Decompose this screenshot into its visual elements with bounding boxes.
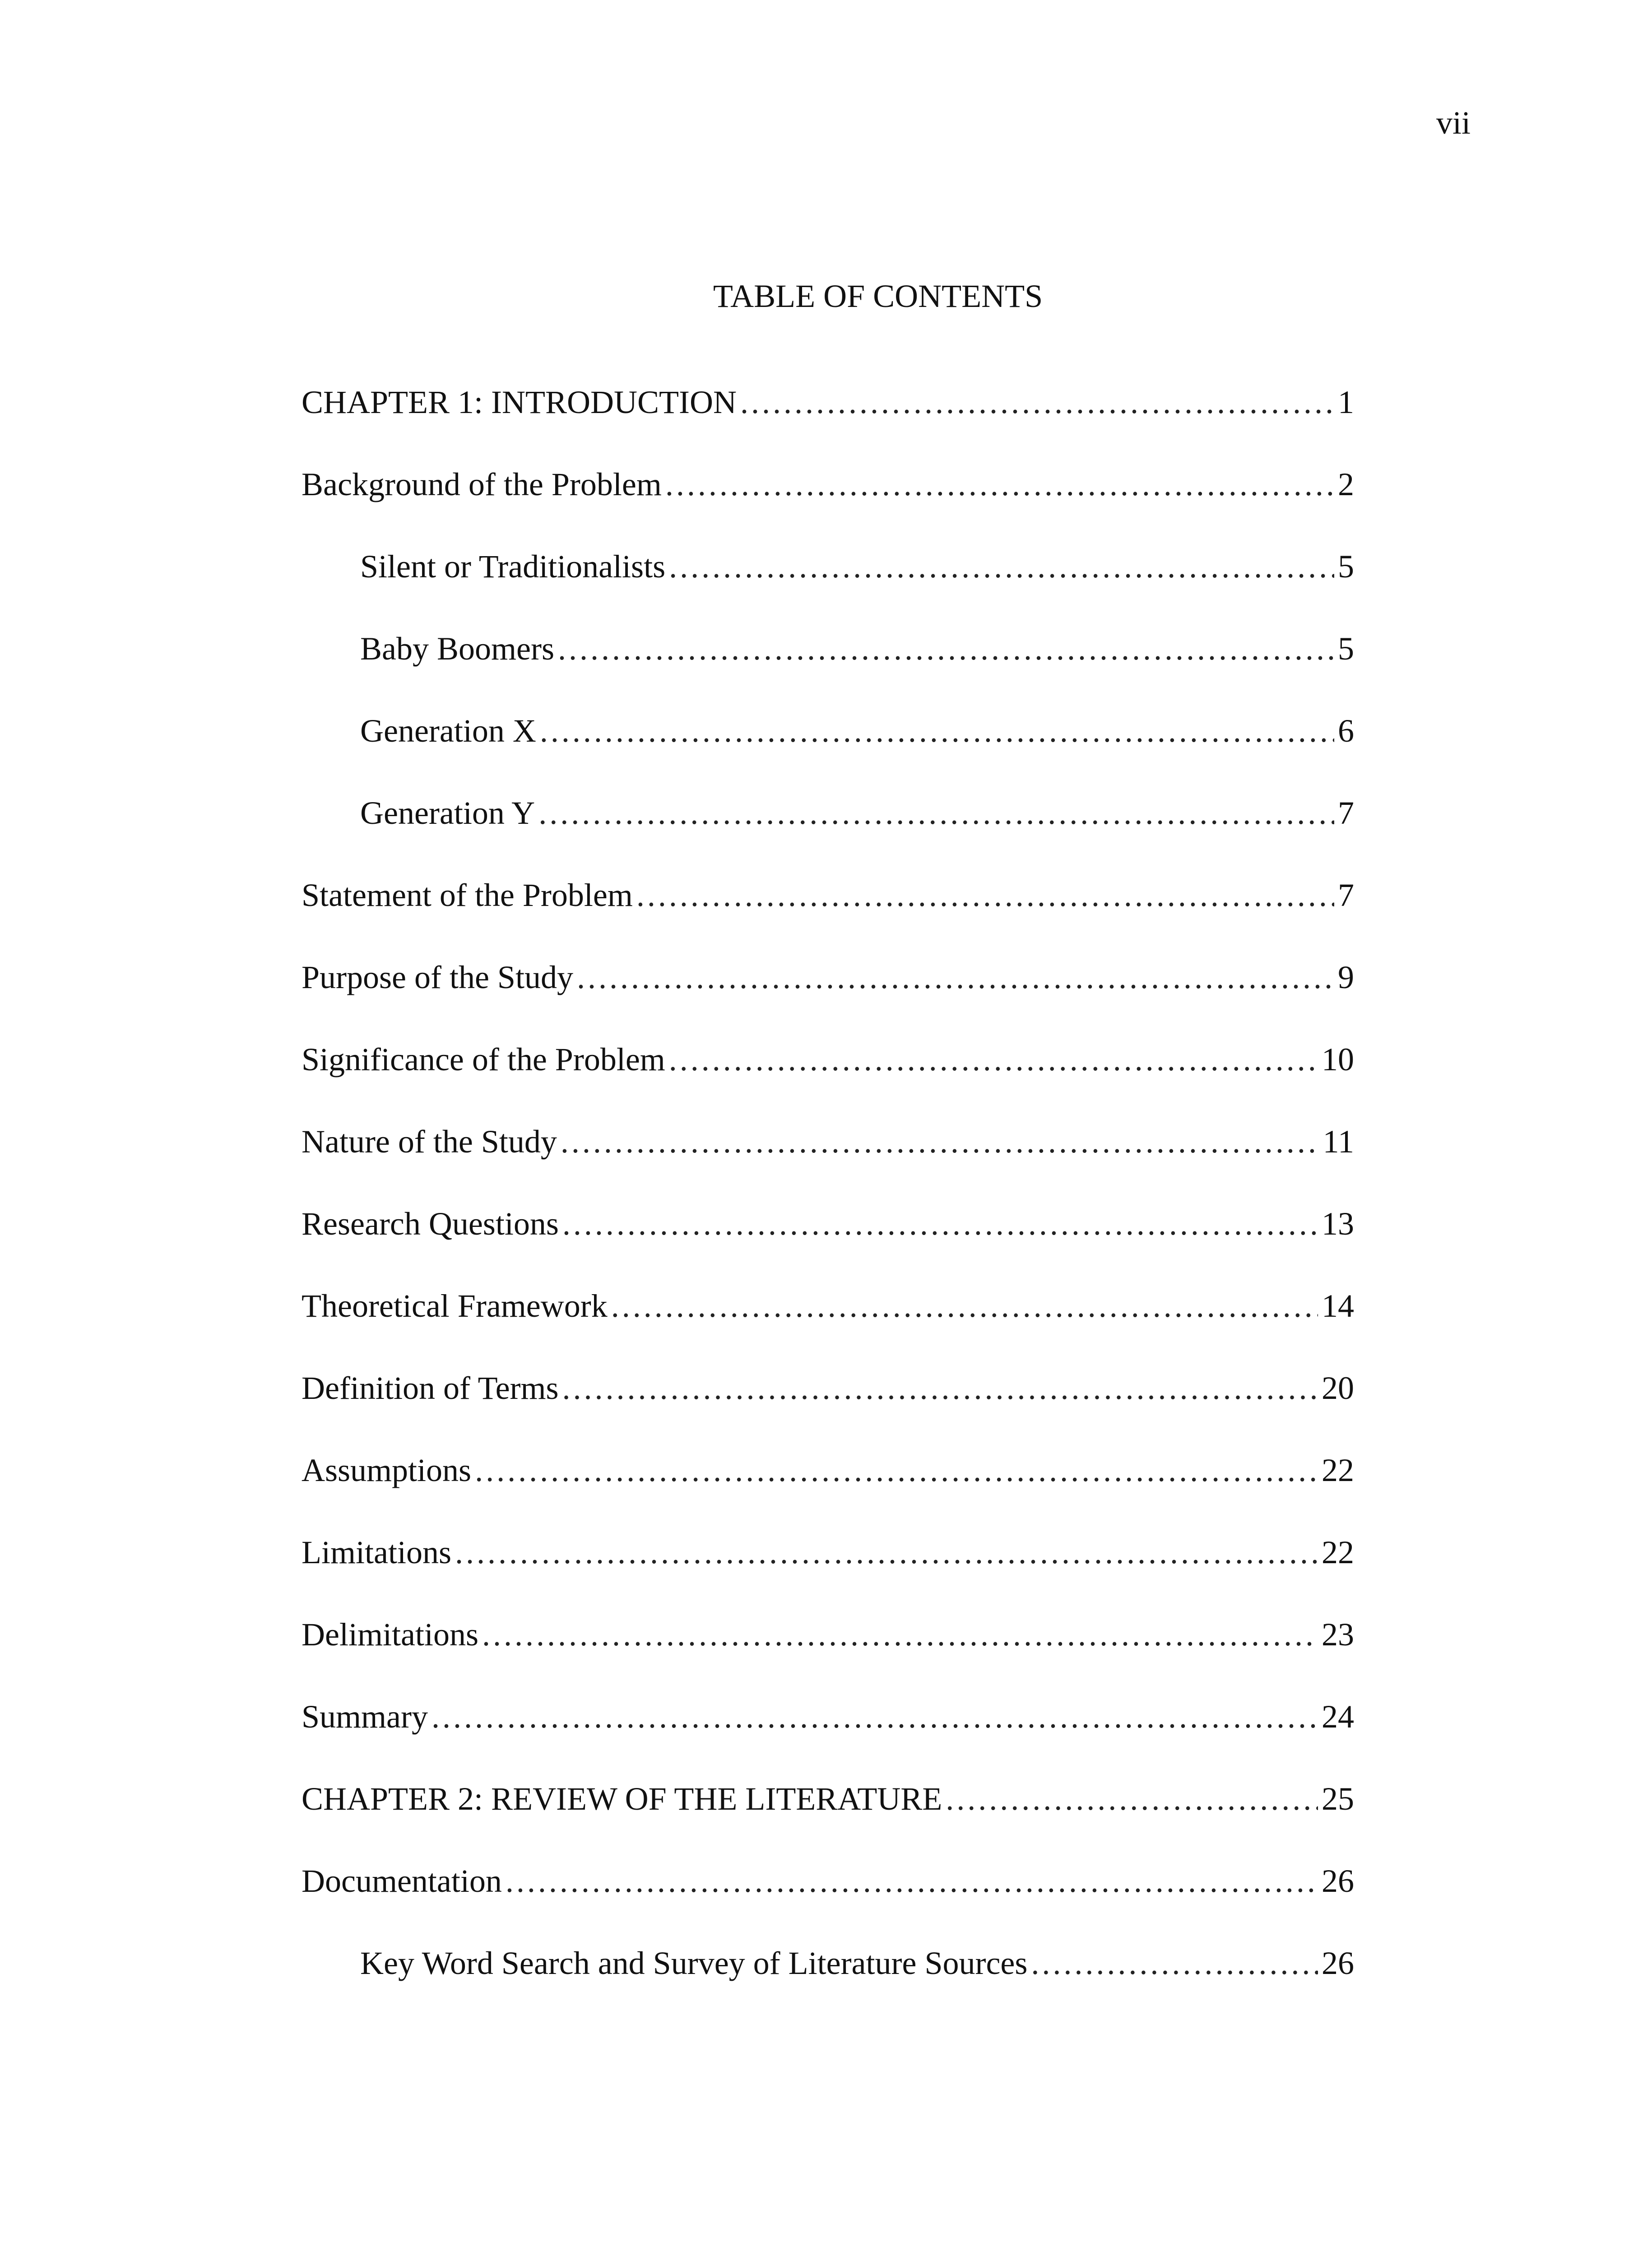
- toc-entry: [302, 961, 1354, 1043]
- toc-entry-page-number: 22: [1322, 1452, 1354, 1488]
- toc-entry-label: Significance of the Problem: [302, 1041, 665, 1077]
- toc-entry-page-number: 22: [1322, 1534, 1354, 1570]
- toc-entry-label: Generation X: [360, 713, 536, 749]
- toc-entry: [302, 1125, 1354, 1207]
- toc-entry: [302, 1290, 1354, 1372]
- toc-entry-page-number: 25: [1322, 1781, 1354, 1817]
- dot-leader: [538, 797, 1334, 829]
- toc-entry: [302, 632, 1354, 715]
- toc-entry-label: Background of the Problem: [302, 466, 662, 502]
- dot-leader: [561, 1125, 1319, 1158]
- toc-entry-page-number: 2: [1338, 466, 1354, 502]
- page-title: TABLE OF CONTENTS: [713, 278, 1043, 314]
- toc-entry-page-number: 6: [1338, 713, 1354, 749]
- toc-entry: [302, 1618, 1354, 1700]
- toc-entry-page-number: 7: [1338, 877, 1354, 913]
- toc-entry: [302, 468, 1354, 550]
- toc-entry: [302, 1783, 1354, 1865]
- toc-entry-label: CHAPTER 1: INTRODUCTION: [302, 384, 737, 420]
- toc-entry-label: Documentation: [302, 1863, 502, 1899]
- toc-entry-label: Assumptions: [302, 1452, 472, 1488]
- toc-entry-page-number: 9: [1338, 959, 1354, 995]
- toc-entry-label: Statement of the Problem: [302, 877, 633, 913]
- toc-entry-label: Purpose of the Study: [302, 959, 573, 995]
- toc-entry: [302, 1043, 1354, 1125]
- toc-entry-label: Definition of Terms: [302, 1370, 559, 1406]
- dot-leader: [455, 1536, 1318, 1569]
- toc-entry-label: Limitations: [302, 1534, 451, 1570]
- toc-entry-page-number: 14: [1322, 1288, 1354, 1324]
- toc-entry-label: Theoretical Framework: [302, 1288, 608, 1324]
- toc-entry: [302, 1865, 1354, 1947]
- toc-entry-label: Key Word Search and Survey of Literature Sources: [360, 1945, 1028, 1981]
- toc-entry: [302, 386, 1354, 468]
- dot-leader: [475, 1454, 1318, 1486]
- dot-leader: [1031, 1947, 1318, 1979]
- toc-entry-page-number: 23: [1322, 1616, 1354, 1653]
- dot-leader: [946, 1783, 1318, 1815]
- toc-entry-page-number: 1: [1338, 384, 1354, 420]
- toc-entry-page-number: 10: [1322, 1041, 1354, 1077]
- toc-entry-page-number: 26: [1322, 1863, 1354, 1899]
- toc-entry-page-number: 5: [1338, 631, 1354, 667]
- dot-leader: [506, 1865, 1318, 1897]
- toc-entry: [302, 1207, 1354, 1290]
- toc-entry-page-number: 13: [1322, 1206, 1354, 1242]
- dot-leader: [669, 550, 1334, 583]
- toc-entry-label: Research Questions: [302, 1206, 559, 1242]
- dot-leader: [665, 468, 1334, 501]
- toc-entry-page-number: 24: [1322, 1699, 1354, 1735]
- dot-leader: [562, 1372, 1318, 1404]
- dot-leader: [611, 1290, 1318, 1322]
- toc-entry-label: Generation Y: [360, 795, 535, 831]
- toc-entry-page-number: 5: [1338, 548, 1354, 585]
- toc-entry-label: Summary: [302, 1699, 428, 1735]
- toc-entry: [302, 879, 1354, 961]
- toc-entry: [302, 550, 1354, 632]
- toc-entry-page-number: 20: [1322, 1370, 1354, 1406]
- table-of-contents: [302, 386, 1354, 2029]
- dot-leader: [482, 1618, 1318, 1651]
- toc-entry-label: CHAPTER 2: REVIEW OF THE LITERATURE: [302, 1781, 942, 1817]
- toc-entry: [302, 715, 1354, 797]
- dot-leader: [540, 715, 1334, 747]
- toc-entry-label: Baby Boomers: [360, 631, 554, 667]
- dot-leader: [577, 961, 1334, 994]
- toc-entry-label: Silent or Traditionalists: [360, 548, 666, 585]
- toc-entry-label: Nature of the Study: [302, 1124, 557, 1160]
- toc-entry: [302, 1454, 1354, 1536]
- dot-leader: [432, 1700, 1318, 1733]
- dot-leader: [562, 1207, 1318, 1240]
- dot-leader: [558, 632, 1334, 665]
- dot-leader: [636, 879, 1334, 911]
- toc-entry-page-number: 7: [1338, 795, 1354, 831]
- toc-entry: [302, 1372, 1354, 1454]
- toc-entry: [302, 1700, 1354, 1783]
- toc-entry: [302, 797, 1354, 879]
- toc-entry-label: Delimitations: [302, 1616, 478, 1653]
- toc-entry-page-number: 11: [1323, 1124, 1354, 1160]
- dot-leader: [740, 386, 1334, 418]
- page-number: vii: [1436, 105, 1471, 141]
- toc-entry-page-number: 26: [1322, 1945, 1354, 1981]
- toc-entry: [302, 1947, 1354, 2029]
- dot-leader: [669, 1043, 1318, 1076]
- toc-entry: [302, 1536, 1354, 1618]
